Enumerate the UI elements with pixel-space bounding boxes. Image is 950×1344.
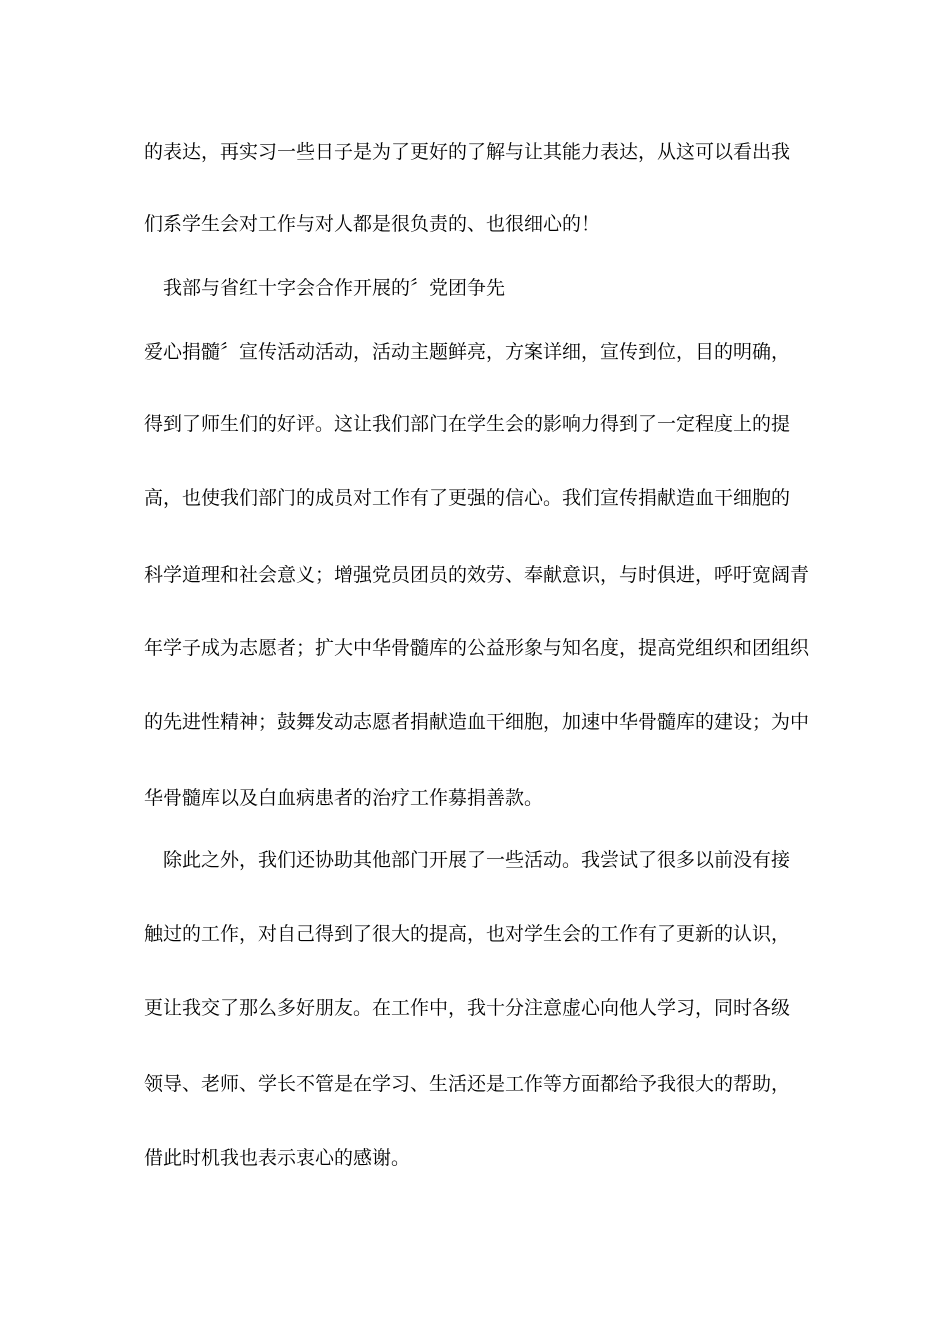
- text-line: 科学道理和社会意义；增强党员团员的效劳、奉献意识，与时俱进，呼吁宽阔青: [144, 564, 810, 586]
- text-line: 华骨髓库以及白血病患者的治疗工作募捐善款。: [144, 787, 544, 809]
- text-line: 领导、老师、学长不管是在学习、生活还是工作等方面都给予我很大的帮助，: [144, 1073, 791, 1095]
- text-line: 爱心捐髓〞宣传活动活动，活动主题鲜亮，方案详细，宣传到位，目的明确，: [144, 341, 791, 363]
- text-line: 高，也使我们部门的成员对工作有了更强的信心。我们宣传捐献造血干细胞的: [144, 487, 791, 509]
- text-line: 的表达，再实习一些日子是为了更好的了解与让其能力表达，从这可以看出我: [144, 141, 791, 163]
- paragraph-start-line: 除此之外，我们还协助其他部门开展了一些活动。我尝试了很多以前没有接: [163, 849, 791, 871]
- text-line: 借此时机我也表示衷心的感谢。: [144, 1147, 411, 1169]
- text-line: 的先进性精神；鼓舞发动志愿者捐献造血干细胞，加速中华骨髓库的建设；为中: [144, 711, 810, 733]
- text-line: 得到了师生们的好评。这让我们部门在学生会的影响力得到了一定程度上的提: [144, 413, 791, 435]
- text-line: 们系学生会对工作与对人都是很负责的、也很细心的！: [144, 213, 601, 235]
- paragraph-start-line: 我部与省红十字会合作开展的〞党团争先: [163, 277, 506, 299]
- text-line: 更让我交了那么多好朋友。在工作中，我十分注意虚心向他人学习，同时各级: [144, 997, 791, 1019]
- text-line: 年学子成为志愿者；扩大中华骨髓库的公益形象与知名度，提高党组织和团组织: [144, 637, 810, 659]
- text-line: 触过的工作，对自己得到了很大的提高，也对学生会的工作有了更新的认识，: [144, 923, 791, 945]
